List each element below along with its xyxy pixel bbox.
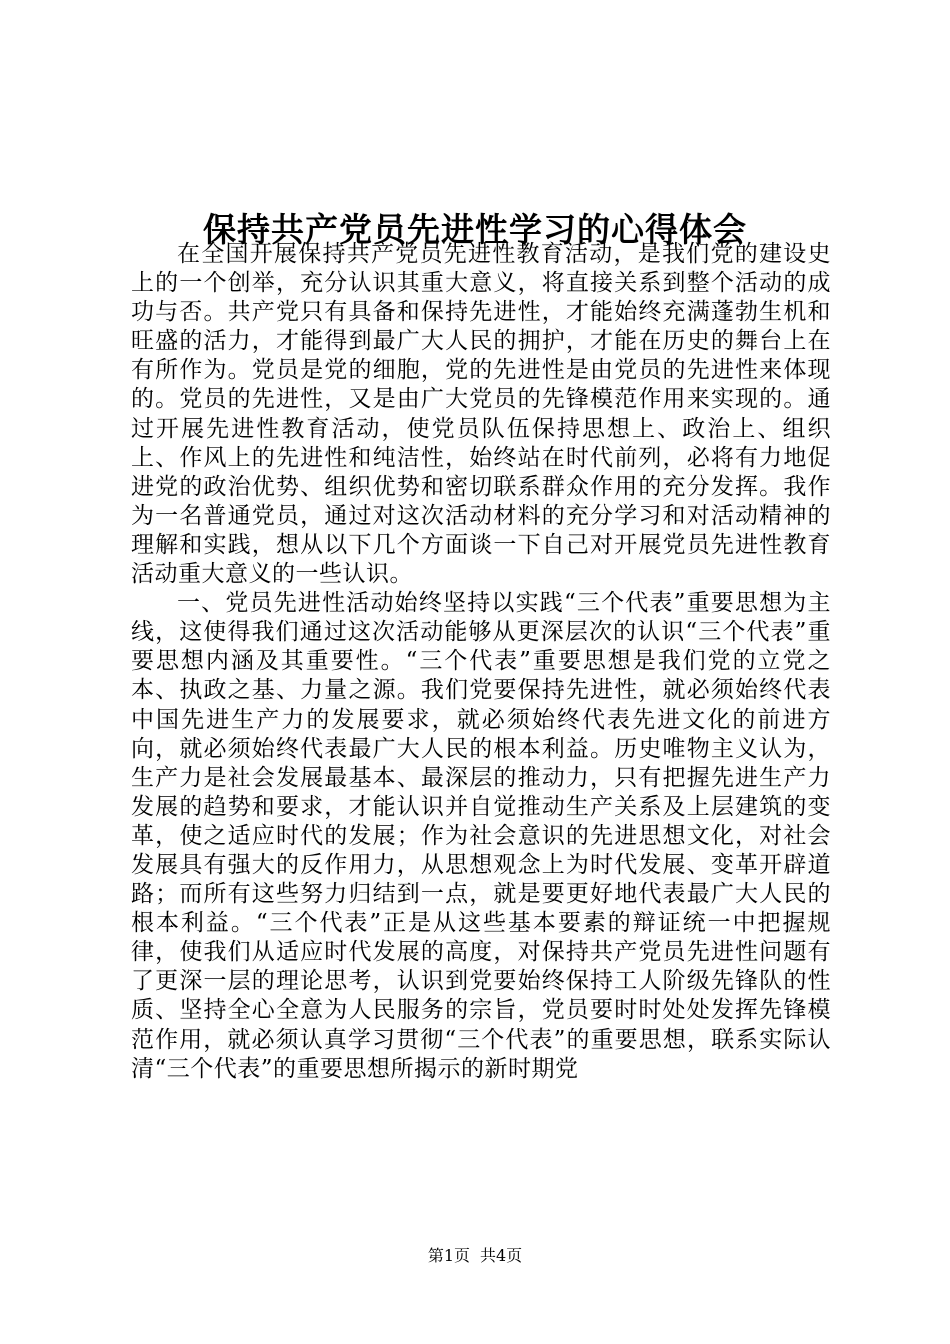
document-title: 保持共产党员先进性学习的心得体会 xyxy=(203,210,747,250)
body-paragraph: 一、党员先进性活动始终坚持以实践“三个代表”重要思想为主线，这使得我们通过这次活动能够从更深层次的认识“三个代表”重要思想内涵及其重要性。“三个代表”重要思想是我们党的立党之本、执政之基、力量之源。我们党要保持先进性，就必须始终代表中国先进生产力的发展要求，就必须始终代表先进文化的前进方向，就必须始终代表最广大人民的根本利益。历史唯物主义认为，生产力是社会发展最基本、最深层的推动力，只有把握先进生产力发展的趋势和要求，才能认识并自觉推动生产关系及上层建筑的变革，使之适应时代的发展；作为社会意识的先进思想文化，对社会发展具有强大的反作用力，从思想观念上为时代发展、变革开辟道路；而所有这些努力归结到一点，就是要更好地代表最广大人民的根本利益。“三个代表”正是从这些基本要素的辩证统一中把握规律，使我们从适应时代发展的高度，对保持共产党员先进性问题有了更深一层的理论思考，认识到党要始终保持工人阶级先锋队的性质、坚持全心全意为人民服务的宗旨，党员要时时处处发挥先锋模范作用，就必须认真学习贯彻“三个代表”的重要思想，联系实际认清“三个代表”的重要思想所揭示的新时期党 xyxy=(131,590,831,1082)
page-total: 共4页 xyxy=(480,1246,523,1265)
document-body xyxy=(131,240,831,1084)
page-footer xyxy=(0,1246,950,1266)
body-paragraph: 在全国开展保持共产党员先进性教育活动，是我们党的建设史上的一个创举，充分认识其重大意义，将直接关系到整个活动的成功与否。共产党只有具备和保持先进性，才能始终充满蓬勃生机和旺盛的活力，才能得到最广大人民的拥护，才能在历史的舞台上在有所作为。党员是党的细胞，党的先进性是由党员的先进性来体现的。党员的先进性，又是由广大党员的先锋模范作用来实现的。通过开展先进性教育活动，使党员队伍保持思想上、政治上、组织上、作风上的先进性和纯洁性，始终站在时代前列，必将有力地促进党的政治优势、组织优势和密切联系群众作用的充分发挥。我作为一名普通党员，通过对这次活动材料的充分学习和对活动精神的理解和实践，想从以下几个方面谈一下自己对开展党员先进性教育活动重大意义的一些认识。 xyxy=(131,241,831,588)
page-number: 第1页 xyxy=(427,1246,470,1265)
